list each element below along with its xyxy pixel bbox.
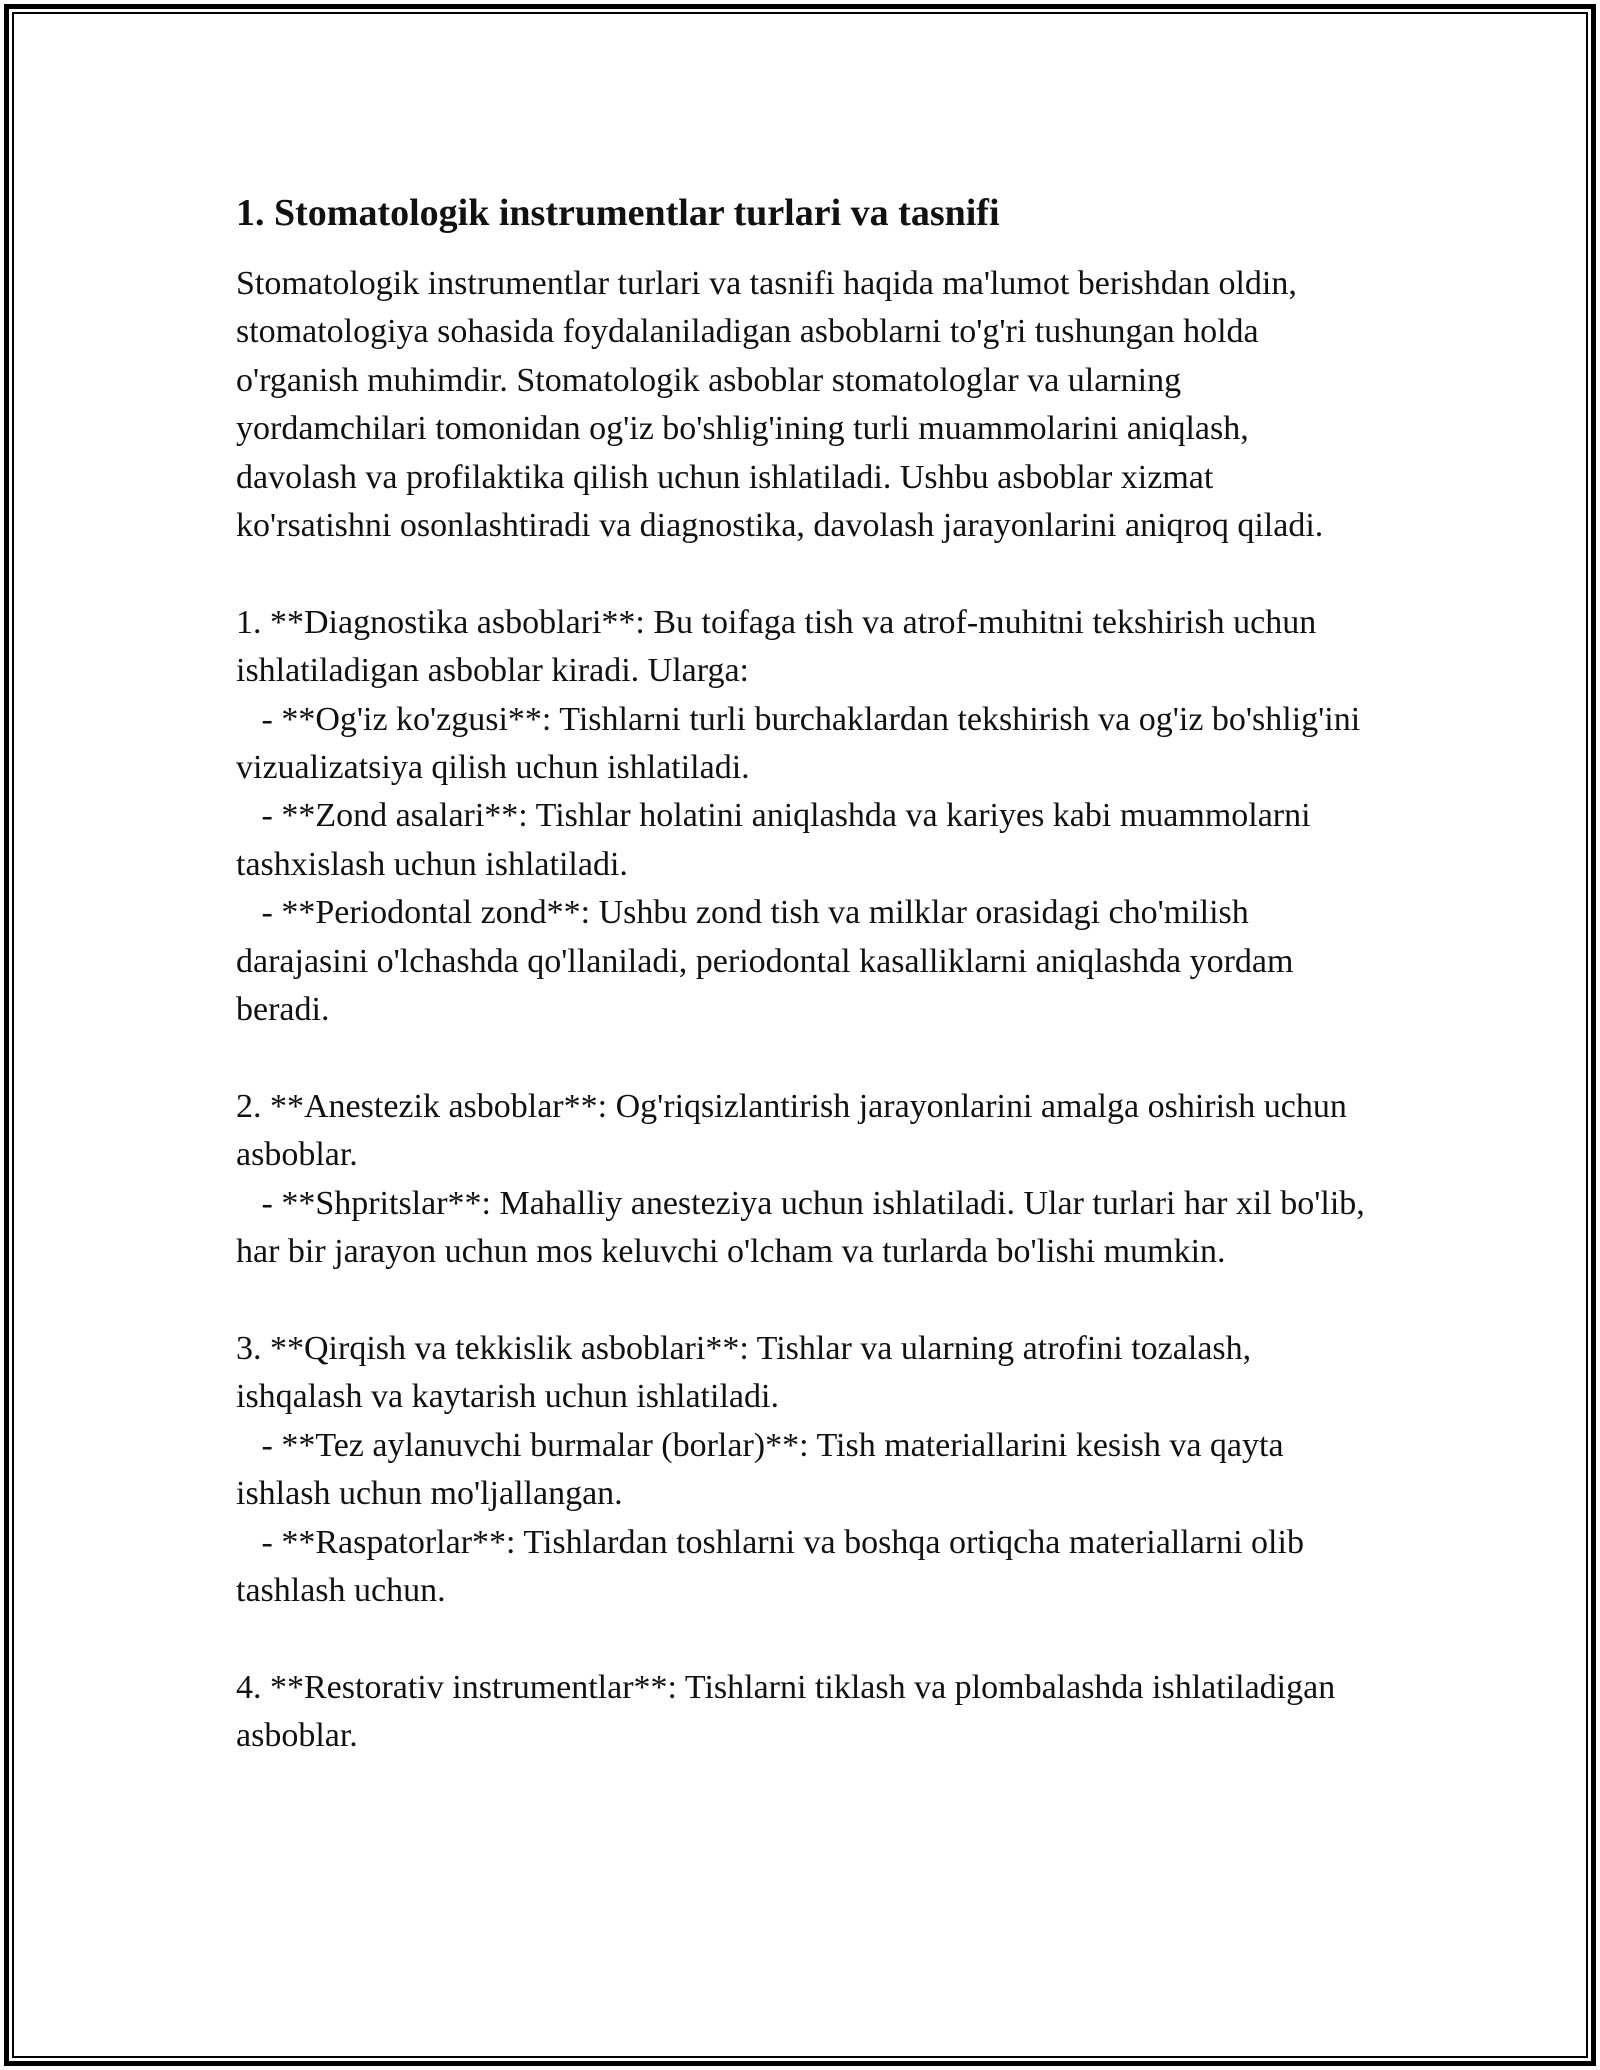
section-heading: 1. Stomatologik instrumentlar turlari va tasnifi [236, 192, 1000, 234]
section-body-text: Stomatologik instrumentlar turlari va tasnifi haqida ma'lumot berishdan oldin, stomatologiya sohasida foydalaniladigan asboblarni to'g'ri tushungan holda o'rganish muhimdir. Stomatologik asboblar stomatologlar va ularning yordamchilari tomonidan og'iz bo'shlig'ining turli muammolarini aniqlash, davolash va profilaktika qilish uchun ishlatiladi. Ushbu asboblar xizmat ko'rsatishni osonlashtiradi va diagnostika, davolash jarayonlarini aniqroq qiladi. 1. **Diagnostika asboblari**: Bu toifaga tish va atrof-muhitni tekshirish uchun ishlatiladigan asboblar kiradi. Ularga: - **Og'iz ko'zgusi**: Tishlarni turli burchaklardan tekshirish va og'iz bo'shlig'ini vizualizatsiya qilish uchun ishlatiladi. - **Zond asalari**: Tishlar holatini aniqlashda va kariyes kabi muammolarni tashxislash uchun ishlatiladi. - **Periodontal zond**: Ushbu zond tish va milklar orasidagi cho'milish darajasini o'lchashda qo'llaniladi, periodontal kasalliklarni aniqlashda yordam beradi. 2. **Anestezik asboblar**: Og'riqsizlantirish jarayonlarini amalga oshirish uchun asboblar. - **Shpritslar**: Mahalliy anesteziya uchun ishlatiladi. Ular turlari har xil bo'lib, har bir jarayon uchun mos keluvchi o'lcham va turlarda bo'lishi mumkin. 3. **Qirqish va tekkislik asboblari**: Tishlar va ularning atrofini tozalash, ishqalash va kaytarish uchun ishlatiladi. - **Tez aylanuvchi burmalar (borlar)**: Tish materiallarini kesish va qayta ishlash uchun mo'ljallangan. - **Raspatorlar**: Tishlardan toshlarni va boshqa ortiqcha materiallarni olib tashlash uchun. 4. **Restorativ instrumentlar**: Tishlarni tiklash va plombalashda ishlatiladigan asboblar. [236, 265, 1365, 1755]
document-content [236, 186, 1366, 1761]
